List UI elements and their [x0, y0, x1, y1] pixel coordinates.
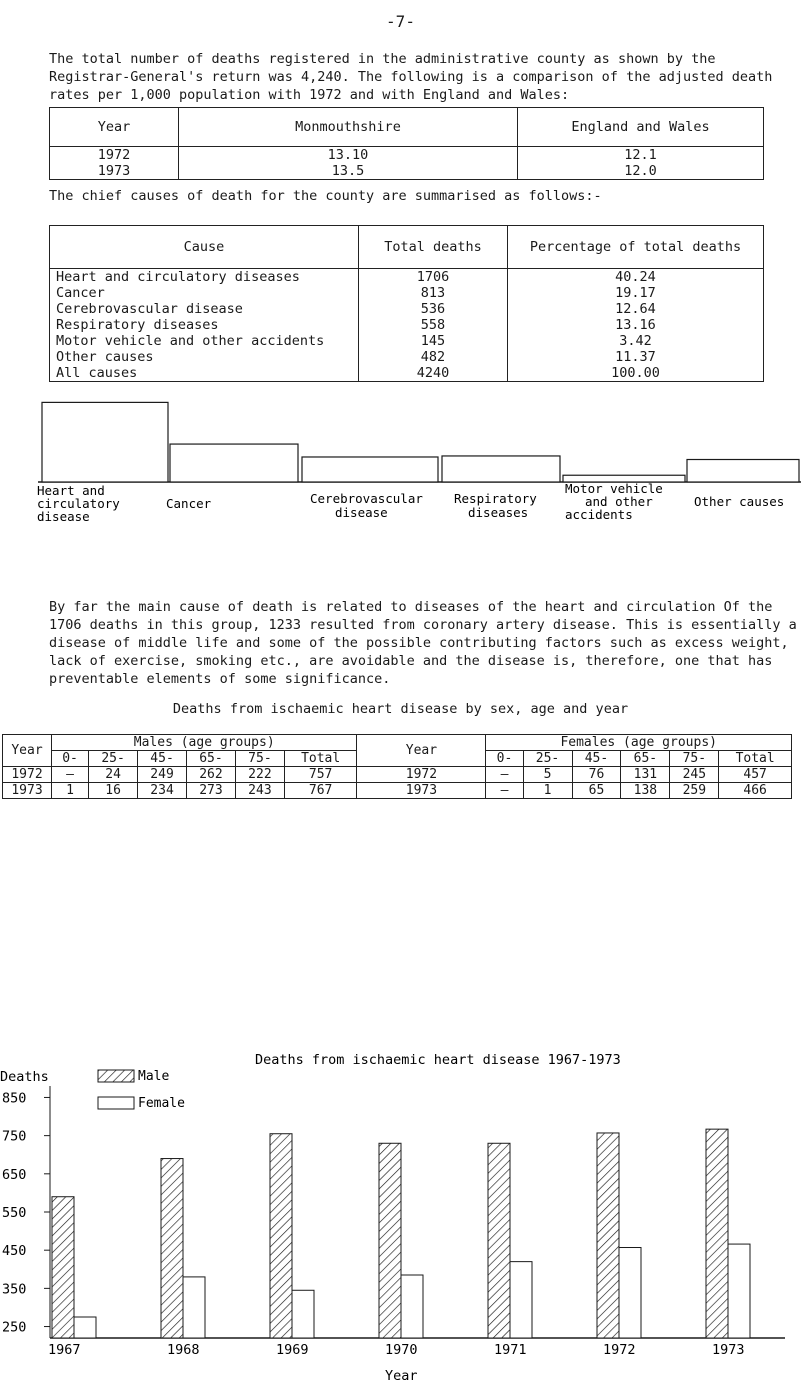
male-count-cell: 1: [52, 783, 89, 799]
female-bar: [74, 1317, 96, 1338]
cause-name-cell: Respiratory diseases: [50, 317, 359, 333]
causes-row: [50, 317, 764, 333]
year-label: 1968: [167, 1342, 200, 1358]
rates-cell: 13.5: [179, 163, 518, 180]
male-count-cell: 24: [89, 767, 138, 783]
causes-header-total: Total deaths: [359, 226, 508, 269]
female-bar: [292, 1290, 314, 1338]
female-count-cell: 76: [572, 767, 621, 783]
male-count-cell: 767: [284, 783, 357, 799]
cause-total-cell: 813: [359, 285, 508, 301]
y-tick-label: 250: [2, 1319, 27, 1336]
year-label: 1967: [48, 1342, 81, 1358]
female-bar: [728, 1244, 750, 1338]
female-count-cell: 245: [670, 767, 719, 783]
female-count-cell: 138: [621, 783, 670, 799]
male-age-group-header: Total: [284, 751, 357, 767]
chart-xlabel: Year: [385, 1368, 418, 1384]
male-bar: [706, 1129, 728, 1338]
age-row: [3, 783, 792, 799]
male-age-group-header: 65-: [187, 751, 236, 767]
male-bar: [488, 1143, 510, 1338]
chart-title: Deaths from ischaemic heart disease 1967-1973: [255, 1052, 621, 1068]
female-bar: [183, 1277, 205, 1338]
label-cerebro-1: Cerebrovascular: [310, 491, 423, 506]
female-bar: [401, 1275, 423, 1338]
female-age-group-header: Total: [719, 751, 792, 767]
y-tick-label: 450: [2, 1243, 27, 1260]
female-year-cell: 1972: [357, 767, 486, 783]
female-year-cell: 1973: [357, 783, 486, 799]
year-label: 1972: [603, 1342, 636, 1358]
causes-row: [50, 333, 764, 349]
rates-cell: 13.10: [179, 147, 518, 164]
cause-percent-cell: 3.42: [508, 333, 764, 349]
female-age-group-header: 0-: [486, 751, 523, 767]
causes-bar-chart: [30, 395, 801, 585]
female-age-group-header: 45-: [572, 751, 621, 767]
female-count-cell: 65: [572, 783, 621, 799]
y-tick-label: 350: [2, 1281, 27, 1298]
age-header-year-female: Year: [357, 735, 486, 767]
female-count-cell: 1: [523, 783, 572, 799]
rates-row: [50, 163, 764, 180]
legend-female-label: Female: [138, 1096, 185, 1111]
male-age-group-header: 45-: [138, 751, 187, 767]
label-motor-1: Motor vehicle: [565, 481, 663, 496]
female-bar: [619, 1248, 641, 1338]
year-label: 1970: [385, 1342, 418, 1358]
male-count-cell: 234: [138, 783, 187, 799]
male-year-cell: 1973: [3, 783, 52, 799]
causes-row: [50, 285, 764, 301]
male-bar: [52, 1197, 74, 1338]
causes-table: [49, 225, 764, 382]
male-count-cell: 249: [138, 767, 187, 783]
legend-male-label: Male: [138, 1069, 170, 1084]
female-count-cell: 131: [621, 767, 670, 783]
cause-bar: [42, 402, 168, 482]
cause-bar: [687, 460, 799, 482]
intro-paragraph: The total number of deaths registered in the administrative county as shown by the Registrar-General's return was 4,240. The following is a comparison of the adjusted death rates per 1,000 population with 1972 and with England and Wales:: [49, 51, 773, 103]
age-row: [3, 767, 792, 783]
legend-female-swatch: [98, 1097, 134, 1109]
cause-total-cell: 4240: [359, 365, 508, 382]
ischaemic-bar-chart: [0, 1050, 801, 1391]
male-year-cell: 1972: [3, 767, 52, 783]
page-number: -7-: [386, 12, 415, 31]
cause-percent-cell: 19.17: [508, 285, 764, 301]
rates-cell: 1973: [50, 163, 179, 180]
male-count-cell: –: [52, 767, 89, 783]
male-age-group-header: 75-: [235, 751, 284, 767]
causes-header-percentage: Percentage of total deaths: [508, 226, 764, 269]
label-heart-1: Heart and: [37, 483, 105, 498]
male-count-cell: 262: [187, 767, 236, 783]
male-count-cell: 16: [89, 783, 138, 799]
cause-name-cell: Other causes: [50, 349, 359, 365]
female-count-cell: 259: [670, 783, 719, 799]
causes-row: [50, 365, 764, 382]
death-rates-table: [49, 107, 764, 180]
cause-bar: [442, 456, 560, 482]
male-count-cell: 222: [235, 767, 284, 783]
cause-percent-cell: 100.00: [508, 365, 764, 382]
rates-header-monmouthshire: Monmouthshire: [179, 108, 518, 147]
cause-total-cell: 536: [359, 301, 508, 317]
cause-percent-cell: 11.37: [508, 349, 764, 365]
cause-total-cell: 482: [359, 349, 508, 365]
female-count-cell: –: [486, 767, 523, 783]
cause-name-cell: All causes: [50, 365, 359, 382]
causes-row: [50, 349, 764, 365]
rates-cell: 1972: [50, 147, 179, 164]
cause-name-cell: Heart and circulatory diseases: [50, 269, 359, 286]
age-header-males: Males (age groups): [52, 735, 357, 751]
cause-bar: [170, 444, 298, 482]
year-label: 1973: [712, 1342, 745, 1358]
causes-row: [50, 301, 764, 317]
cause-percent-cell: 13.16: [508, 317, 764, 333]
label-heart-2: circulatory: [37, 496, 120, 511]
cause-total-cell: 1706: [359, 269, 508, 286]
female-age-group-header: 75-: [670, 751, 719, 767]
rates-cell: 12.1: [518, 147, 764, 164]
label-cancer: Cancer: [166, 496, 212, 511]
label-other: Other causes: [694, 494, 785, 509]
age-header-females: Females (age groups): [486, 735, 792, 751]
age-header-year-male: Year: [3, 735, 52, 767]
rates-cell: 12.0: [518, 163, 764, 180]
cause-bar: [302, 457, 438, 482]
label-motor-2: and other: [585, 494, 653, 509]
chart-ylabel: Deaths: [0, 1069, 49, 1085]
female-bar: [510, 1262, 532, 1338]
male-count-cell: 243: [235, 783, 284, 799]
male-age-group-header: 25-: [89, 751, 138, 767]
rates-row: [50, 147, 764, 164]
male-age-group-header: 0-: [52, 751, 89, 767]
label-motor-3: accidents: [565, 507, 633, 522]
female-count-cell: 5: [523, 767, 572, 783]
label-respiratory-1: Respiratory: [454, 491, 537, 506]
causes-row: [50, 269, 764, 286]
cause-percent-cell: 12.64: [508, 301, 764, 317]
label-heart-3: disease: [37, 509, 90, 524]
y-tick-label: 650: [2, 1166, 27, 1183]
rates-header-year: Year: [50, 108, 179, 147]
cause-name-cell: Cerebrovascular disease: [50, 301, 359, 317]
y-tick-label: 550: [2, 1205, 27, 1221]
male-count-cell: 273: [187, 783, 236, 799]
causes-header-cause: Cause: [50, 226, 359, 269]
rates-header-england-wales: England and Wales: [518, 108, 764, 147]
legend: [98, 1069, 185, 1111]
cause-name-cell: Cancer: [50, 285, 359, 301]
label-cerebro-2: disease: [335, 505, 388, 520]
female-count-cell: –: [486, 783, 523, 799]
legend-male-swatch: [98, 1070, 134, 1082]
y-tick-label: 750: [2, 1128, 27, 1145]
female-count-cell: 466: [719, 783, 792, 799]
male-bar: [161, 1159, 183, 1338]
cause-total-cell: 558: [359, 317, 508, 333]
female-count-cell: 457: [719, 767, 792, 783]
female-age-group-header: 25-: [523, 751, 572, 767]
age-table-title: Deaths from ischaemic heart disease by sex, age and year: [172, 701, 629, 717]
year-label: 1971: [494, 1342, 527, 1358]
year-label: 1969: [276, 1342, 309, 1358]
y-tick-label: 850: [2, 1090, 27, 1107]
cause-total-cell: 145: [359, 333, 508, 349]
label-respiratory-2: diseases: [468, 505, 529, 520]
cause-name-cell: Motor vehicle and other accidents: [50, 333, 359, 349]
male-bar: [379, 1143, 401, 1338]
female-age-group-header: 65-: [621, 751, 670, 767]
cause-percent-cell: 40.24: [508, 269, 764, 286]
ischaemic-paragraph: By far the main cause of death is related to diseases of the heart and circulation Of the 1706 deaths in this group, 1233 resulted from coronary artery disease. This is essentially a disease of middle life and some of the possible contributing factors such as excess weight, lack of exercise, smoking etc., are avoidable and the disease is, therefore, one that has preventable elements of some significance.: [49, 599, 797, 687]
male-count-cell: 757: [284, 767, 357, 783]
causes-intro: The chief causes of death for the county are summarised as follows:-: [49, 188, 602, 204]
male-bar: [270, 1134, 292, 1338]
male-bar: [597, 1133, 619, 1338]
age-table: [2, 734, 792, 799]
